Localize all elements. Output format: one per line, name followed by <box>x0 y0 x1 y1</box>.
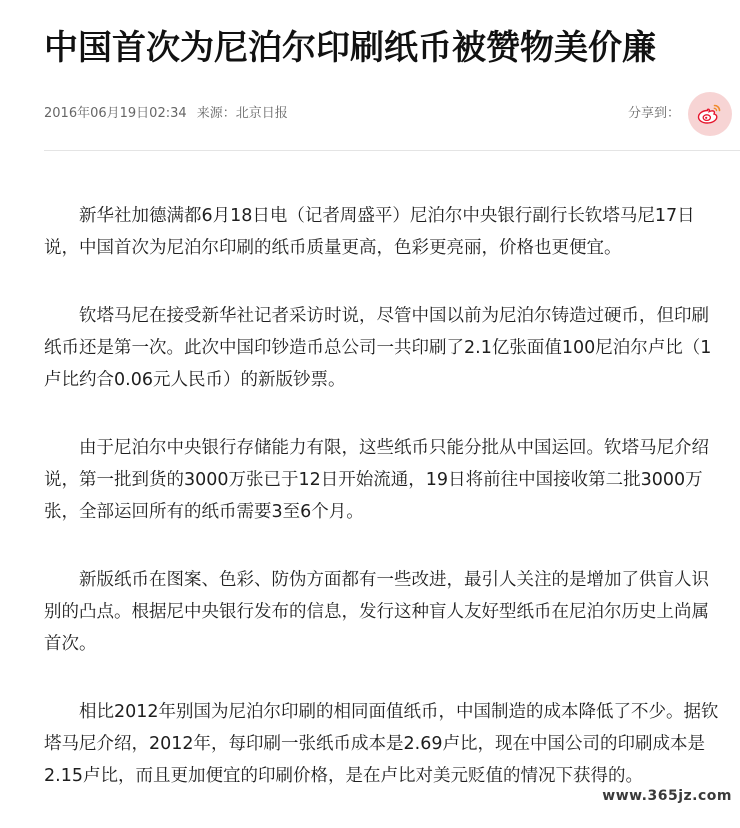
article-meta <box>44 104 294 124</box>
weibo-share-button[interactable] <box>688 92 732 136</box>
article-paragraph-3: 由于尼泊尔中央银行存储能力有限，这些纸币只能分批从中国运回。钦塔马尼介绍说，第一批到货的3000万张已于12日开始流通，19日将前往中国接收第二批3000万张，全部运回所有的纸币需要3至6个月。 <box>44 438 709 522</box>
site-watermark: www.365jz.com <box>602 788 732 804</box>
weibo-icon <box>696 102 724 126</box>
header-divider <box>44 150 740 151</box>
article-paragraph-1: 新华社加德满都6月18日电（记者周盛平）尼泊尔中央银行副行长钦塔马尼17日说，中国首次为尼泊尔印刷的纸币质量更高，色彩更亮丽，价格也更便宜。 <box>44 206 695 258</box>
article-source: 来源：北京日报 <box>196 106 288 121</box>
publish-date: 2016年06月19日02:34 <box>44 106 187 121</box>
share-label: 分享到： <box>628 106 681 121</box>
article-title: 中国首次为尼泊尔印刷纸币被赞物美价廉 <box>44 28 656 68</box>
article-paragraph-5: 相比2012年别国为尼泊尔印刷的相同面值纸币，中国制造的成本降低了不少。据钦塔马尼介绍，2012年，每印刷一张纸币成本是2.69卢比，现在中国公司的印刷成本是2.15卢比，而且更加便宜的印刷价格，是在卢比对美元贬值的情况下获得的。 <box>44 702 719 786</box>
article-paragraph-2: 钦塔马尼在接受新华社记者采访时说，尽管中国以前为尼泊尔铸造过硬币，但印刷纸币还是第一次。此次中国印钞造币总公司一共印刷了2.1亿张面值100尼泊尔卢比（1卢比约合0.06元人民币）的新版钞票。 <box>44 306 712 390</box>
article-paragraph-4: 新版纸币在图案、色彩、防伪方面都有一些改进，最引人关注的是增加了供盲人识别的凸点。根据尼中央银行发布的信息，发行这种盲人友好型纸币在尼泊尔历史上尚属首次。 <box>44 570 709 654</box>
article-body <box>44 200 724 828</box>
